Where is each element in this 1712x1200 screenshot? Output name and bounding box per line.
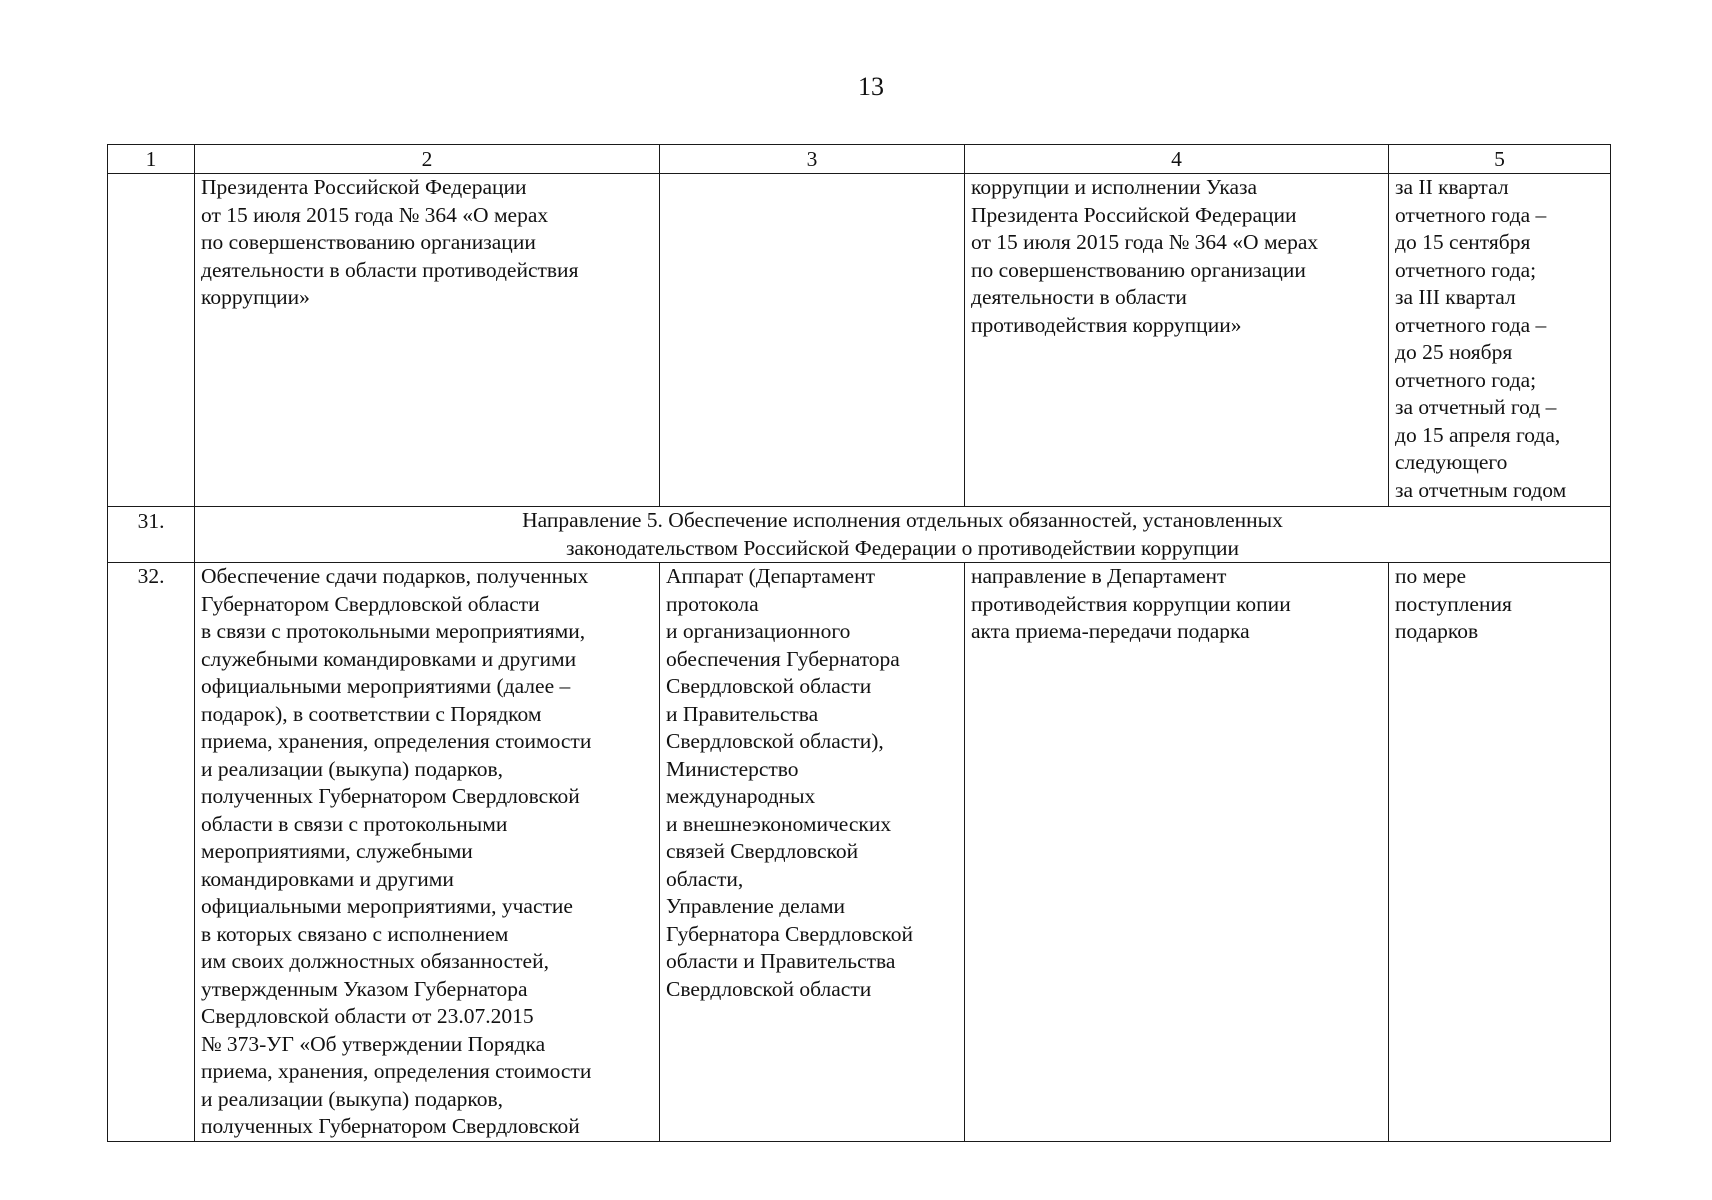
- text-line: в которых связано с исполнением: [201, 921, 509, 946]
- text-line: коррупции и исполнении Указа: [971, 175, 1258, 199]
- text-line: подарок), в соответствии с Порядком: [201, 701, 542, 726]
- text-line: до 15 апреля года,: [1395, 422, 1561, 447]
- text-line: законодательством Российской Федерации о противодействии коррупции: [565, 535, 1240, 560]
- text-line: Свердловской области: [666, 976, 872, 1001]
- text-line: им своих должностных обязанностей,: [201, 949, 549, 973]
- text-line: направление в Департамент: [971, 564, 1227, 588]
- column-header-4: 4: [965, 145, 1389, 174]
- reporting-form-cell: [965, 174, 1389, 507]
- column-header-2: 2: [195, 145, 660, 174]
- text-line: от 15 июля 2015 года № 364 «О мерах: [971, 230, 1319, 254]
- text-line: области и Правительства: [666, 949, 896, 973]
- text-line: Губернатора Свердловской: [666, 921, 914, 946]
- row-number-cell: 31.: [108, 507, 195, 563]
- text-line: подарков: [1395, 619, 1479, 643]
- text-line: Свердловской области: [666, 674, 872, 698]
- measures-table: [107, 144, 1611, 1142]
- text-line: по совершенствованию организации: [971, 257, 1306, 282]
- text-line: противодействия коррупции»: [971, 312, 1242, 337]
- text-line: по совершенствованию организации: [201, 230, 536, 254]
- text-line: Обеспечение сдачи подарков, полученных: [201, 564, 589, 588]
- text-line: до 15 сентября: [1395, 230, 1531, 254]
- text-line: деятельности в области: [971, 285, 1187, 309]
- text-line: области,: [666, 866, 744, 891]
- text-line: обеспечения Губернатора: [666, 646, 900, 671]
- reporting-form-cell: [965, 563, 1389, 1142]
- table-row-32: [108, 563, 1611, 1142]
- text-line: мероприятиями, служебными: [201, 839, 473, 863]
- text-line: области в связи с протокольными: [201, 811, 508, 836]
- page-number: 13: [858, 72, 884, 101]
- text-line: официальными мероприятиями (далее –: [201, 674, 571, 698]
- text-line: за II квартал: [1395, 175, 1509, 199]
- text-line: противодействия коррупции копии: [971, 591, 1291, 616]
- text-line: Управление делами: [666, 894, 846, 918]
- text-line: деятельности в области противодействия: [201, 257, 579, 282]
- text-line: международных: [666, 784, 816, 808]
- text-line: и организационного: [666, 619, 851, 643]
- text-line: коррупции»: [201, 285, 310, 309]
- responsible-cell: [660, 563, 965, 1142]
- text-line: и реализации (выкупа) подарков,: [201, 1086, 504, 1111]
- text-line: связей Свердловской: [666, 839, 859, 863]
- text-line: Президента Российской Федерации: [971, 202, 1297, 227]
- text-line: командировками и другими: [201, 866, 454, 891]
- text-line: служебными командировками и другими: [201, 646, 577, 671]
- column-header-1: 1: [108, 145, 195, 174]
- text-line: отчетного года;: [1395, 257, 1537, 282]
- text-line: № 373-УГ «Об утверждении Порядка: [201, 1031, 546, 1056]
- text-line: Аппарат (Департамент: [666, 564, 875, 588]
- deadline-cell: [1389, 563, 1611, 1142]
- text-line: и реализации (выкупа) подарков,: [201, 756, 504, 781]
- responsible-cell: [660, 174, 965, 507]
- table-header-row: [108, 145, 1611, 174]
- column-header-5: 5: [1389, 145, 1611, 174]
- text-line: акта приема-передачи подарка: [971, 619, 1250, 643]
- text-line: Губернатором Свердловской области: [201, 591, 540, 616]
- text-line: за III квартал: [1395, 285, 1516, 309]
- text-line: Свердловской области от 23.07.2015: [201, 1004, 534, 1028]
- text-line: за отчетный год –: [1395, 395, 1557, 419]
- text-line: отчетного года;: [1395, 367, 1537, 392]
- text-line: полученных Губернатором Свердловской: [201, 784, 580, 808]
- table-row-section-31: [108, 507, 1611, 563]
- text-line: до 25 ноября: [1395, 340, 1513, 364]
- table-row-continuation: [108, 174, 1611, 507]
- text-line: по мере: [1395, 564, 1467, 588]
- text-line: поступления: [1395, 591, 1512, 616]
- row-number-cell: 32.: [108, 563, 195, 1142]
- text-line: приема, хранения, определения стоимости: [201, 729, 592, 753]
- text-line: официальными мероприятиями, участие: [201, 894, 573, 918]
- row-number-cell: [108, 174, 195, 507]
- text-line: в связи с протокольными мероприятиями,: [201, 619, 586, 643]
- text-line: Президента Российской Федерации: [201, 175, 527, 199]
- text-line: и внешнеэкономических: [666, 811, 892, 836]
- text-line: протокола: [666, 591, 759, 616]
- text-line: полученных Губернатором Свердловской: [201, 1114, 580, 1138]
- column-header-3: 3: [660, 145, 965, 174]
- text-line: следующего: [1395, 450, 1508, 474]
- section-heading: [195, 507, 1611, 563]
- measure-name-cell: [195, 174, 660, 507]
- text-line: отчетного года –: [1395, 312, 1547, 337]
- text-line: утвержденным Указом Губернатора: [201, 976, 528, 1001]
- text-line: и Правительства: [666, 701, 819, 726]
- text-line: от 15 июля 2015 года № 364 «О мерах: [201, 202, 549, 227]
- text-line: Свердловской области),: [666, 729, 884, 753]
- deadline-cell: [1389, 174, 1611, 507]
- measure-name-cell: [195, 563, 660, 1142]
- text-line: отчетного года –: [1395, 202, 1547, 227]
- text-line: Направление 5. Обеспечение исполнения отдельных обязанностей, установленных: [522, 508, 1283, 532]
- text-line: за отчетным годом: [1395, 477, 1567, 502]
- text-line: приема, хранения, определения стоимости: [201, 1059, 592, 1083]
- text-line: Министерство: [666, 756, 799, 781]
